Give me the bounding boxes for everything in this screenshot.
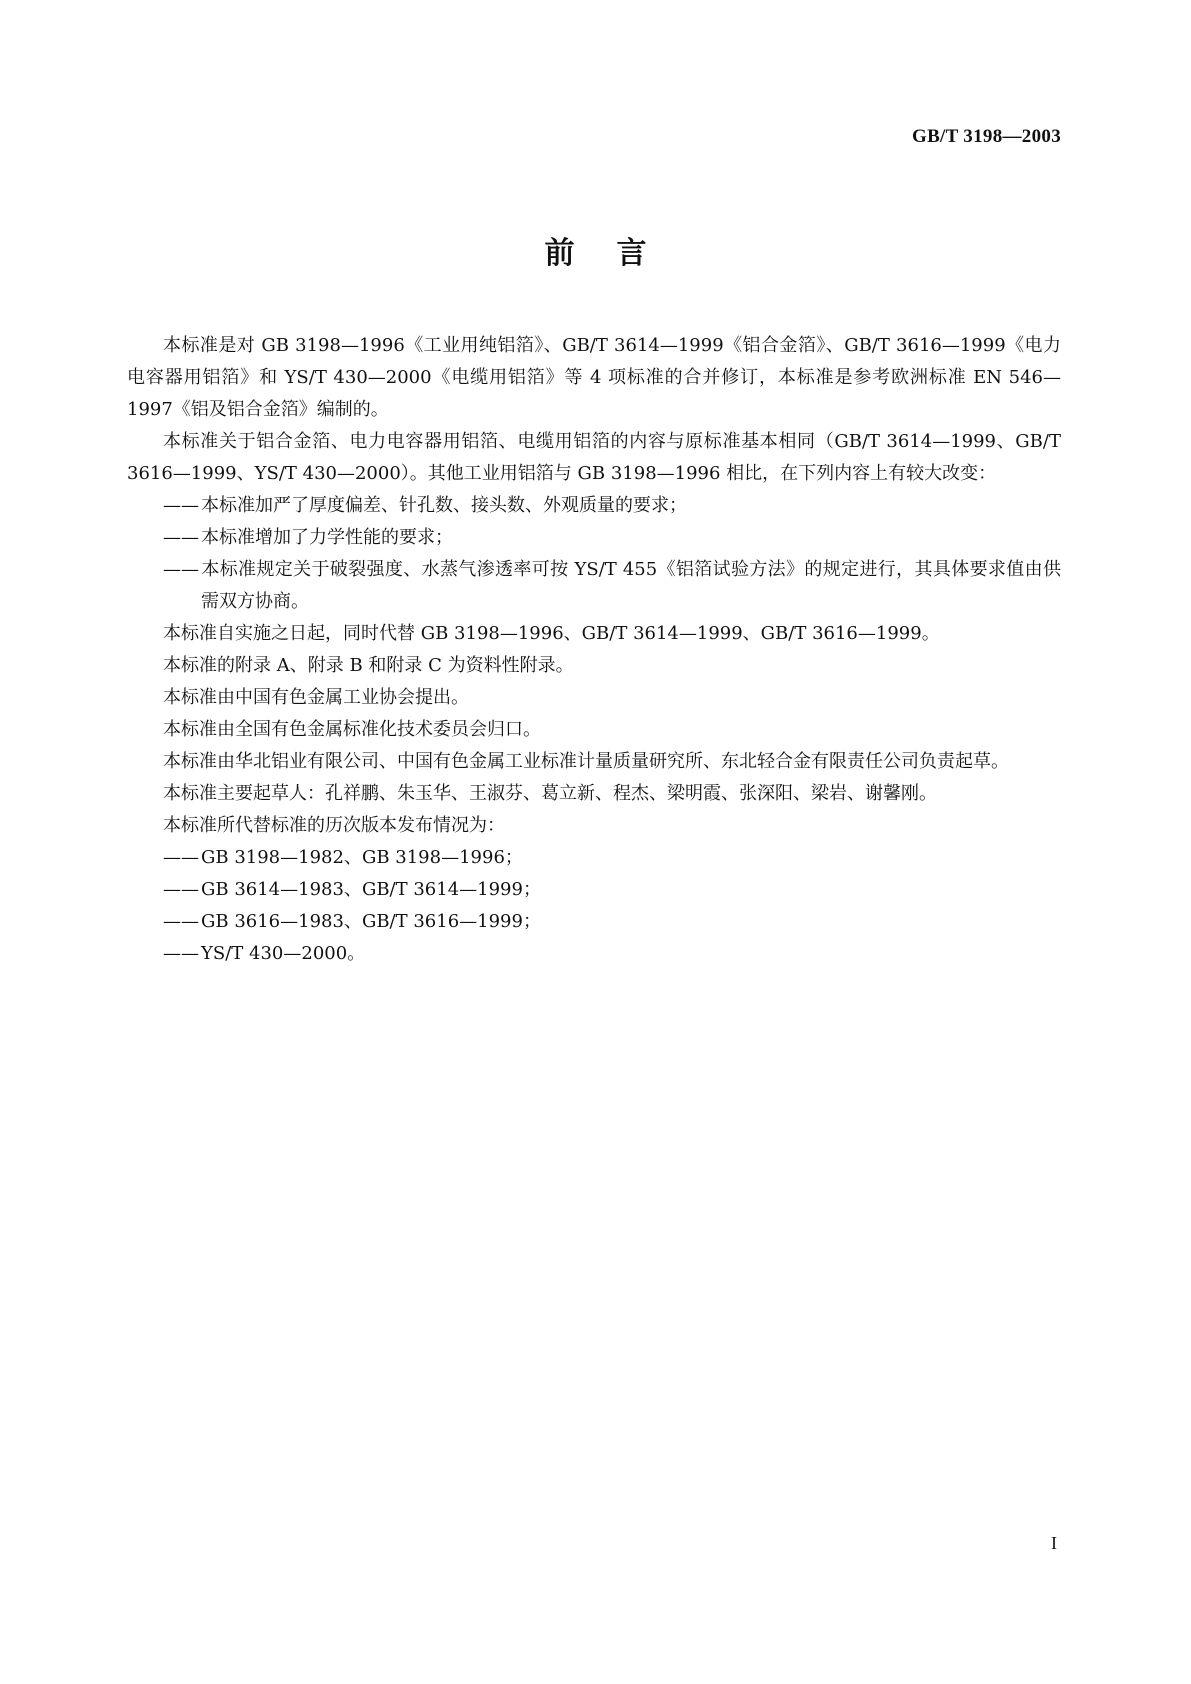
dash-mark: —— [163,911,199,932]
history-item [127,874,1061,906]
history-item [127,938,1061,970]
statement-history-intro: 本标准所代替标准的历次版本发布情况为： [163,815,505,836]
change-item [127,490,1061,522]
statement-drafters: 本标准主要起草人：孔祥鹏、朱玉华、王淑芬、葛立新、程杰、梁明霞、张深阳、梁岩、谢馨刚。 [163,783,937,804]
dash-mark: —— [163,559,199,580]
statement-proposer: 本标准由中国有色金属工业协会提出。 [163,687,469,708]
history-item-text: GB 3616—1983、GB/T 3616—1999； [201,911,541,932]
paragraph-changes-intro: 本标准关于铝合金箔、电力电容器用铝箔、电缆用铝箔的内容与原标准基本相同（GB/T 3614—1999、GB/T 3616—1999、YS/T 430—2000）。其他工业用铝箔与 GB 3198—1996 相比，在下列内容上有较大改变： [127,431,1061,484]
history-item [127,906,1061,938]
page-number: I [1051,1533,1057,1553]
statement-appendix: 本标准的附录 A、附录 B 和附录 C 为资料性附录。 [163,655,574,676]
standard-code: GB/T 3198—2003 [911,126,1061,147]
history-item-text: GB 3198—1982、GB 3198—1996； [201,847,523,868]
history-item-text: YS/T 430—2000。 [201,943,366,964]
paragraph-scope: 本标准是对 GB 3198—1996《工业用纯铝箔》、GB/T 3614—1999《铝合金箔》、GB/T 3616—1999《电力电容器用铝箔》和 YS/T 430—2000《电缆用铝箔》等 4 项标准的合并修订，本标准是参考欧洲标准 EN 546—1997《铝及铝合金箔》编制的。 [127,335,1061,420]
dash-mark: —— [163,847,199,868]
dash-mark: —— [163,527,199,548]
change-item-text: 本标准加严了厚度偏差、针孔数、接头数、外观质量的要求； [201,495,687,516]
change-item [127,522,1061,554]
statement-committee: 本标准由全国有色金属标准化技术委员会归口。 [163,719,541,740]
dash-mark: —— [163,879,199,900]
page-title: 前言 [544,236,689,271]
statement-replacement: 本标准自实施之日起，同时代替 GB 3198—1996、GB/T 3614—1999、GB/T 3616—1999。 [163,623,940,644]
history-item [127,842,1061,874]
history-item-text: GB 3614—1983、GB/T 3614—1999； [201,879,541,900]
change-item-text: 本标准增加了力学性能的要求； [201,527,453,548]
dash-mark: —— [163,943,199,964]
change-item [127,554,1061,618]
change-item-text: 本标准规定关于破裂强度、水蒸气渗透率可按 YS/T 455《铝箔试验方法》的规定进行，其具体要求值由供需双方协商。 [201,559,1061,612]
dash-mark: —— [163,495,199,516]
document-body [127,330,1061,970]
statement-drafting-units: 本标准由华北铝业有限公司、中国有色金属工业标准计量质量研究所、东北轻合金有限责任公司负责起草。 [163,751,1009,772]
